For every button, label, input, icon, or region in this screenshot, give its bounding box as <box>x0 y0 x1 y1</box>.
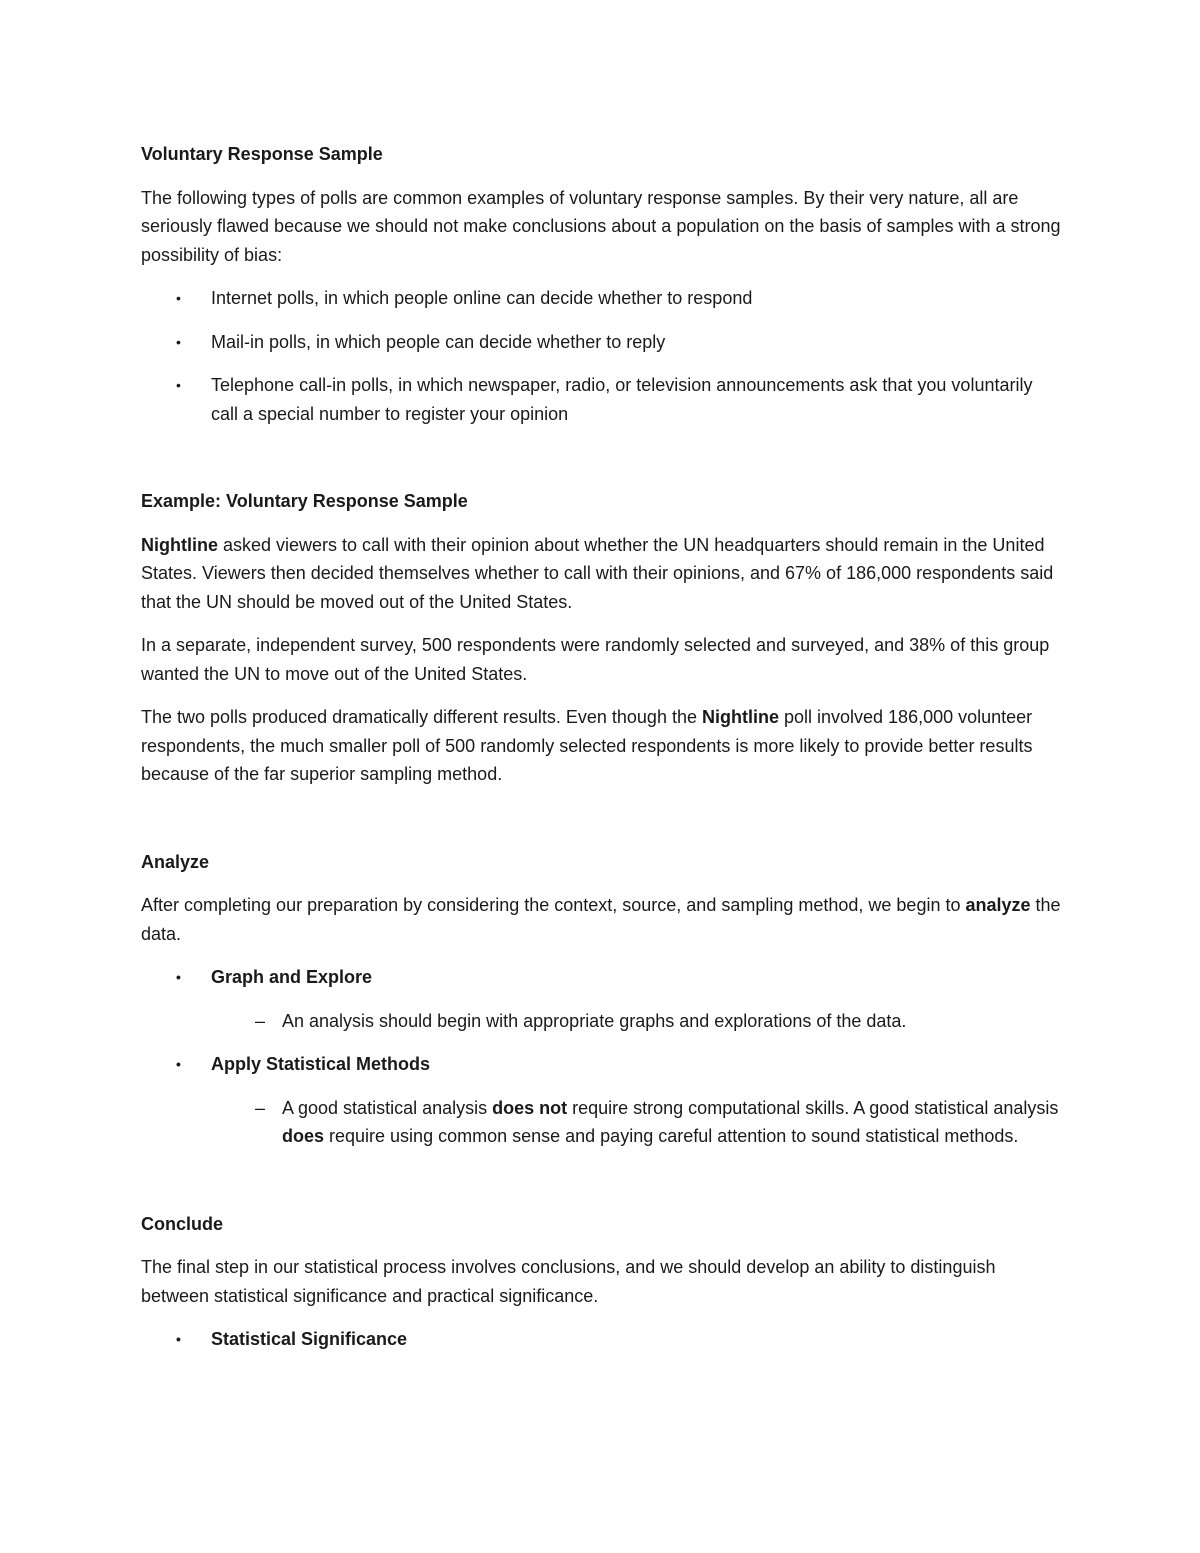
analyze-intro-text-a: After completing our preparation by considering the context, source, and sampling method, we begin to <box>141 895 966 915</box>
section-heading-voluntary-response: Voluntary Response Sample <box>141 144 383 164</box>
analyze-intro-text-b: the data. <box>141 895 1061 944</box>
poll-types-list <box>141 284 1061 428</box>
list-item-graph-explore: • Graph and Explore <box>141 963 1061 992</box>
nightline-emphasis: Nightline <box>141 534 218 555</box>
paragraph-comparison-text-a: The two polls produced dramatically different results. Even though the <box>141 707 702 727</box>
analyze-emphasis: analyze <box>965 895 1031 915</box>
document-body <box>141 140 1061 1369</box>
section-spacer <box>141 1166 1061 1210</box>
paragraph-comparison-text-b: poll involved 186,000 volunteer respondents, the much smaller poll of 500 randomly selected respondents is more likely to provide better results because of the far superior sampling method. <box>141 707 1033 784</box>
list-item-mail-in-polls: • Mail-in polls, in which people can decide whether to reply <box>141 328 1061 357</box>
sub-item-apply-text-a: A good statistical analysis <box>282 1097 493 1118</box>
section-heading-conclude: Conclude <box>141 1213 224 1234</box>
list-item-statistical-significance: • Statistical Significance <box>141 1325 1061 1354</box>
section-spacer <box>141 804 1061 848</box>
does-not-emphasis: does not <box>492 1097 568 1118</box>
list-item-telephone-polls: • Telephone call-in polls, in which newspaper, radio, or television announcements ask that you voluntarily call a special number to register your opinion <box>141 371 1061 428</box>
paragraph-nightline-text: asked viewers to call with their opinion about whether the UN headquarters should remain in the United States. Viewers then decided themselves whether to call with their opinions, and 67% of 186,000 respondents said that the UN should be moved out of the United States. <box>141 534 1054 612</box>
sub-item-apply-methods <box>141 1094 1061 1151</box>
paragraph-independent-survey: In a separate, independent survey, 500 respondents were randomly selected and surveyed, and 38% of this group wanted the UN to move out of the United States. <box>141 635 1050 684</box>
does-emphasis: does <box>282 1126 325 1146</box>
paragraph-conclude-intro: The final step in our statistical process involves conclusions, and we should develop an ability to distinguish between statistical significance and practical significance. <box>141 1257 996 1306</box>
conclude-list <box>141 1325 1061 1354</box>
paragraph-voluntary-intro: The following types of polls are common examples of voluntary response samples. By their very nature, all are seriously flawed because we should not make conclusions about a population on the basis of samples with a strong possibility of bias: <box>141 187 1061 265</box>
dash-marker: – <box>255 1097 266 1118</box>
analyze-steps-list-2 <box>141 1050 1061 1079</box>
nightline-emphasis-2: Nightline <box>701 707 779 727</box>
section-heading-analyze: Analyze <box>141 851 210 872</box>
section-spacer <box>141 443 1061 487</box>
sub-item-apply-text-c: require using common sense and paying careful attention to sound statistical methods. <box>324 1126 1019 1146</box>
dash-marker: – <box>255 1010 266 1031</box>
analyze-steps-list <box>141 963 1061 992</box>
paragraph-analyze-intro <box>141 891 1061 948</box>
paragraph-comparison <box>141 703 1061 789</box>
section-heading-example: Example: Voluntary Response Sample <box>141 491 468 511</box>
sub-item-graph-explore <box>141 1007 1061 1036</box>
paragraph-nightline <box>141 531 1061 617</box>
sub-item-apply-text-b: require strong computational skills. A good statistical analysis <box>567 1097 1059 1118</box>
sub-item-graph-explore-text: An analysis should begin with appropriate graphs and explorations of the data. <box>282 1010 907 1031</box>
list-item-internet-polls: • Internet polls, in which people online can decide whether to respond <box>141 284 1061 313</box>
list-item-apply-methods: • Apply Statistical Methods <box>141 1050 1061 1079</box>
